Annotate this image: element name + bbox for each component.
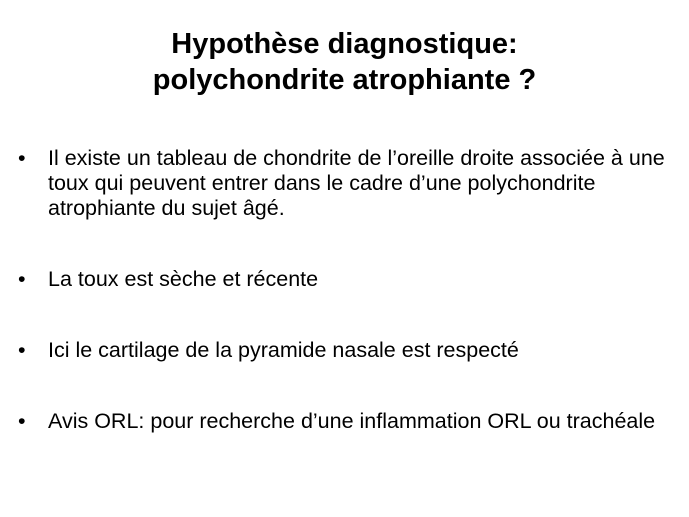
bullet-dot: • (18, 338, 26, 362)
slide-title (0, 26, 689, 98)
bullet-text: Ici le cartilage de la pyramide nasale est respecté (48, 338, 519, 362)
slide-title-line-1: Hypothèse diagnostique: (171, 28, 518, 60)
bullet-dot: • (18, 146, 26, 170)
bullet-item (18, 267, 683, 292)
bullet-text: La toux est sèche et récente (48, 267, 319, 291)
bullet-text: Il existe un tableau de chondrite de l’oreille droite associée à une toux qui peuvent entrer dans le cadre d’une polychondrite atrophiante du sujet âgé. (48, 146, 665, 220)
bullet-list (18, 146, 683, 481)
bullet-item (18, 146, 683, 221)
bullet-text: Avis ORL: pour recherche d’une inflammation ORL ou trachéale (48, 409, 656, 433)
bullet-item (18, 409, 683, 434)
bullet-dot: • (18, 267, 26, 291)
slide-title-line-2: polychondrite atrophiante ? (152, 64, 537, 96)
bullet-dot: • (18, 409, 26, 433)
bullet-item (18, 338, 683, 363)
